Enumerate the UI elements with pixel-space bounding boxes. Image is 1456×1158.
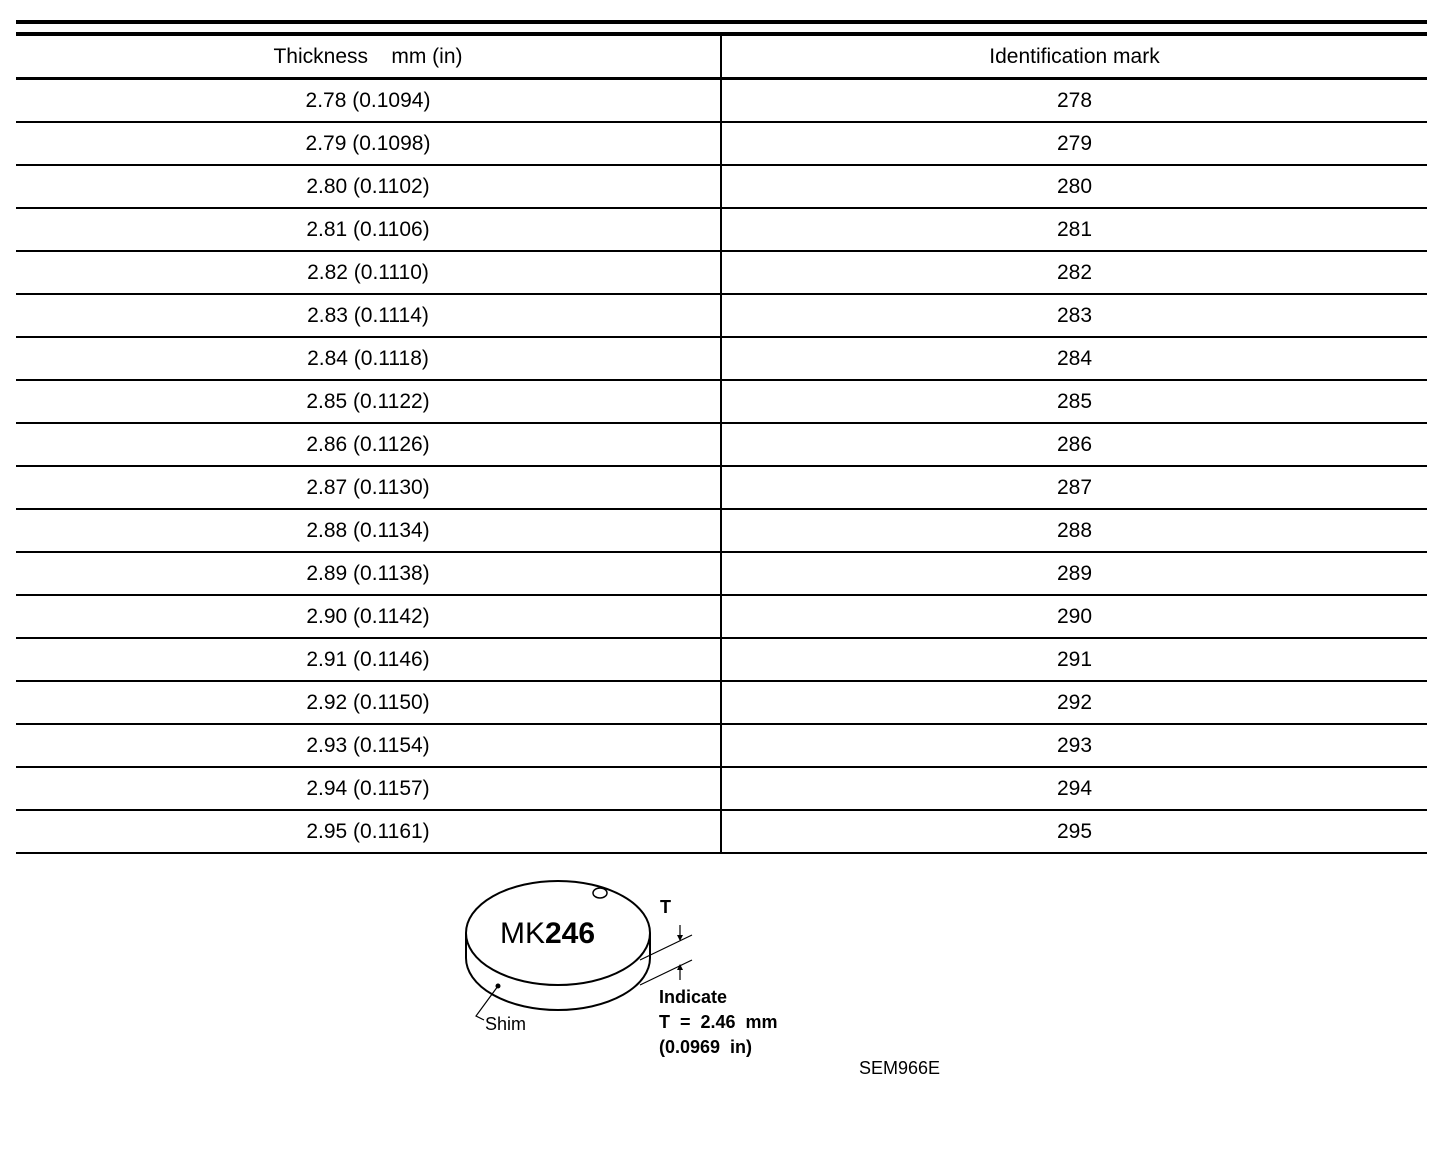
table-row <box>16 294 1427 337</box>
thickness-cell: 2.92 (0.1150) <box>16 681 721 724</box>
identification-mark-cell: 281 <box>721 208 1427 251</box>
table-header-row <box>16 36 1427 79</box>
identification-mark-cell: 278 <box>721 79 1427 123</box>
thickness-cell: 2.78 (0.1094) <box>16 79 721 123</box>
thickness-cell: 2.93 (0.1154) <box>16 724 721 767</box>
shim-thickness-table <box>16 36 1427 854</box>
header-thickness: Thickness mm (in) <box>16 36 721 79</box>
table-row <box>16 165 1427 208</box>
identification-mark-cell: 284 <box>721 337 1427 380</box>
table-row <box>16 595 1427 638</box>
table-row <box>16 681 1427 724</box>
identification-mark-cell: 290 <box>721 595 1427 638</box>
thickness-cell: 2.82 (0.1110) <box>16 251 721 294</box>
thickness-cell: 2.88 (0.1134) <box>16 509 721 552</box>
identification-mark-cell: 292 <box>721 681 1427 724</box>
table-row <box>16 638 1427 681</box>
identification-mark-cell: 291 <box>721 638 1427 681</box>
identification-mark-cell: 293 <box>721 724 1427 767</box>
identification-mark-cell: 280 <box>721 165 1427 208</box>
identification-mark-cell: 283 <box>721 294 1427 337</box>
thickness-cell: 2.95 (0.1161) <box>16 810 721 853</box>
table-row <box>16 122 1427 165</box>
thickness-cell: 2.81 (0.1106) <box>16 208 721 251</box>
indicate-line-2: T = 2.46 mm <box>659 1012 778 1032</box>
identification-mark-cell: 295 <box>721 810 1427 853</box>
thickness-cell: 2.86 (0.1126) <box>16 423 721 466</box>
shim-diagram <box>440 860 840 1070</box>
indicate-caption <box>659 985 778 1060</box>
table-row <box>16 466 1427 509</box>
thickness-cell: 2.80 (0.1102) <box>16 165 721 208</box>
identification-mark-cell: 287 <box>721 466 1427 509</box>
extension-line-bottom <box>640 960 692 985</box>
thickness-cell: 2.90 (0.1142) <box>16 595 721 638</box>
table-row <box>16 724 1427 767</box>
shim-mark-text <box>500 917 595 950</box>
table-row <box>16 423 1427 466</box>
table-row <box>16 251 1427 294</box>
identification-mark-cell: 285 <box>721 380 1427 423</box>
thickness-cell: 2.79 (0.1098) <box>16 122 721 165</box>
thickness-cell: 2.85 (0.1122) <box>16 380 721 423</box>
table-row <box>16 767 1427 810</box>
thickness-cell: 2.94 (0.1157) <box>16 767 721 810</box>
top-rule <box>16 20 1427 24</box>
identification-mark-cell: 282 <box>721 251 1427 294</box>
identification-mark-cell: 294 <box>721 767 1427 810</box>
figure-id: SEM966E <box>859 1058 941 1078</box>
table-row <box>16 552 1427 595</box>
thickness-cell: 2.91 (0.1146) <box>16 638 721 681</box>
identification-mark-cell: 288 <box>721 509 1427 552</box>
thickness-cell: 2.87 (0.1130) <box>16 466 721 509</box>
table-row <box>16 208 1427 251</box>
shim-mark-number: 246 <box>545 917 596 950</box>
header-identification-mark: Identification mark <box>721 36 1427 79</box>
identification-mark-cell: 279 <box>721 122 1427 165</box>
shim-mark-prefix: MK <box>500 917 545 950</box>
thickness-cell: 2.84 (0.1118) <box>16 337 721 380</box>
table-row <box>16 380 1427 423</box>
thickness-cell: 2.83 (0.1114) <box>16 294 721 337</box>
table-row <box>16 810 1427 853</box>
table-body <box>16 79 1427 854</box>
table-row <box>16 79 1427 123</box>
part-label-shim: Shim <box>485 1014 527 1034</box>
identification-mark-cell: 286 <box>721 423 1427 466</box>
indicate-line-1: Indicate <box>659 987 728 1007</box>
table-row <box>16 337 1427 380</box>
thickness-symbol: T <box>660 897 671 917</box>
thickness-cell: 2.89 (0.1138) <box>16 552 721 595</box>
identification-mark-cell: 289 <box>721 552 1427 595</box>
indicate-line-3: (0.0969 in) <box>659 1037 753 1057</box>
table-row <box>16 509 1427 552</box>
